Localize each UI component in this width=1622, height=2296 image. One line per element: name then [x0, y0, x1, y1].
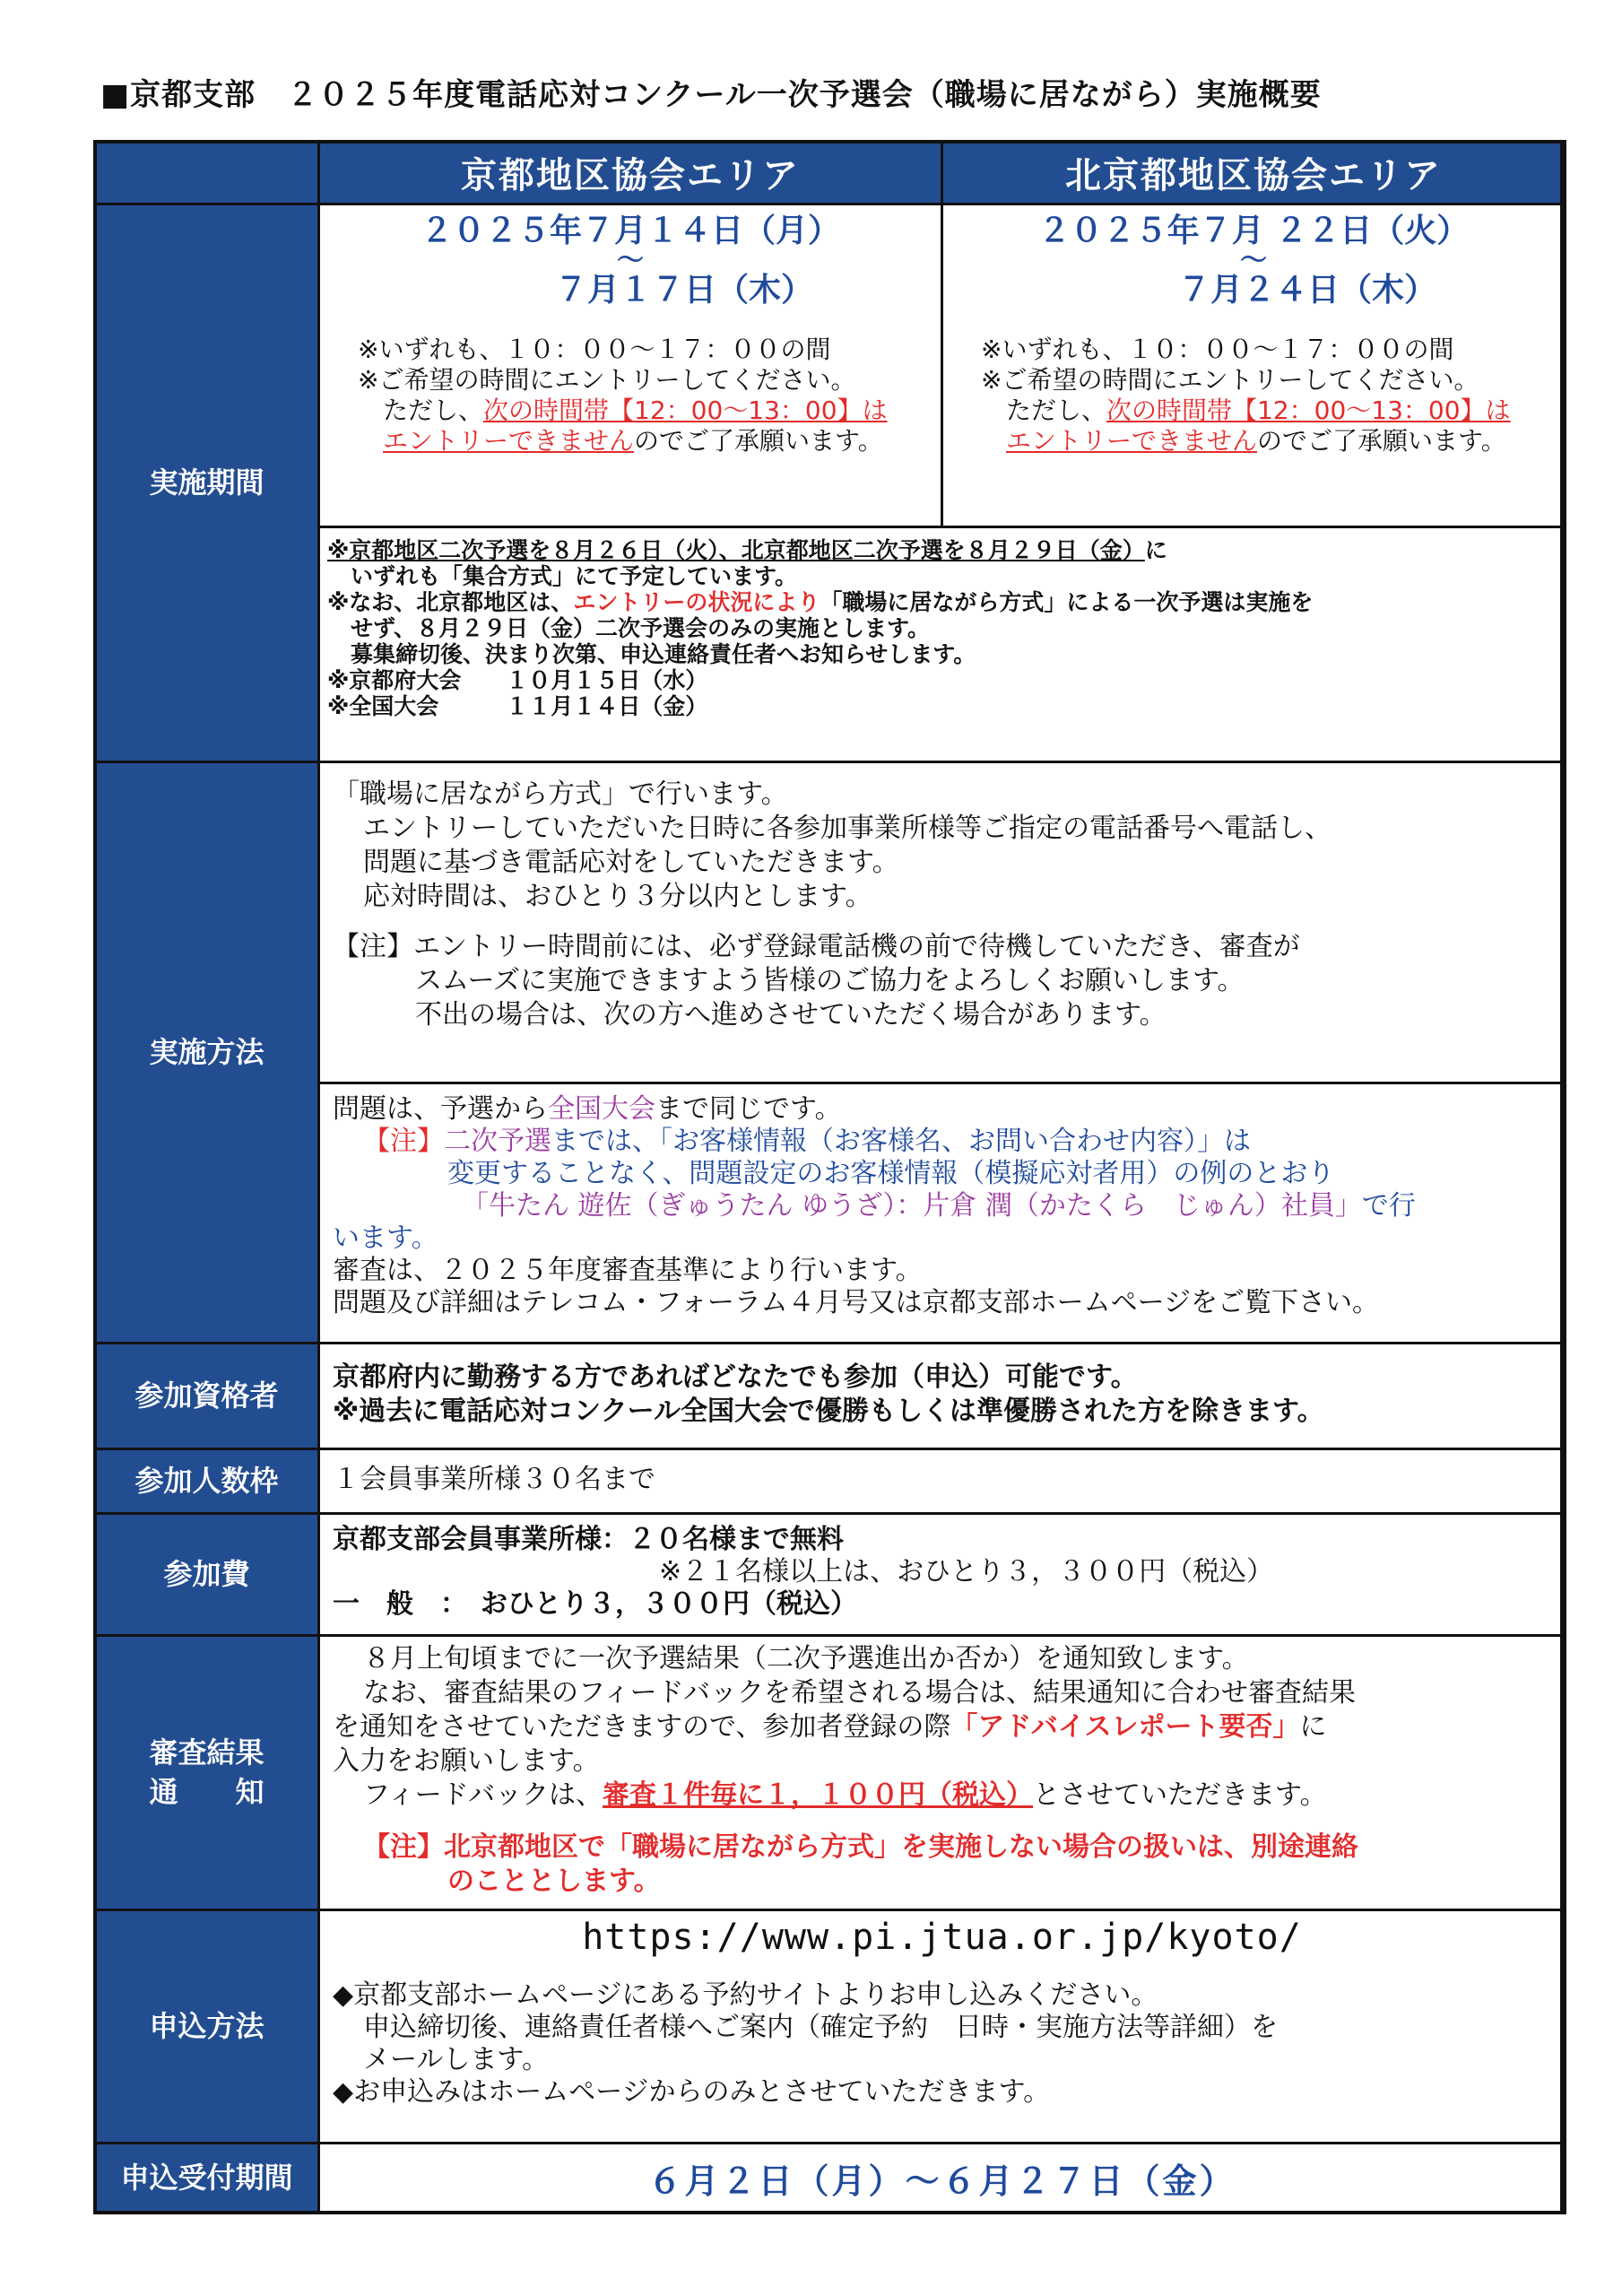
method2-line-4: 「牛たん 遊佐（ぎゅうたん ゆうざ）：片倉 潤（かたくら じゅん）社員」で行 — [462, 1190, 1416, 1222]
label-apply: 申込方法 — [95, 1910, 319, 2144]
label-result: 審査結果 通 知 — [95, 1636, 319, 1910]
schedule-line-1: ※京都地区二次予選を８月２６日（火）、北京都地区二次予選を８月２９日（金）に — [327, 537, 1167, 563]
label-fee: 参加費 — [95, 1514, 319, 1636]
method-note-3: 不出の場合は、次の方へ進めさせていただく場合があります。 — [415, 999, 1167, 1031]
accept-period-value: ６月２日（月）～６月２７日（金） — [319, 2144, 1566, 2213]
method-line-2: エントリーしていただいた日時に各参加事業所様等ご指定の電話番号へ電話し、 — [363, 813, 1331, 844]
kitakyoto-note-1: ※いずれも、１０：００～１７：００の間 — [981, 335, 1454, 364]
result-line-1: ８月上旬頃までに一次予選結果（二次予選進出か否か）を通知致します。 — [363, 1643, 1249, 1674]
header-kyoto-area: 京都地区協会エリア — [319, 142, 942, 204]
kyoto-excluded-time: 次の時間帯【12：00～13：00】は — [483, 396, 888, 425]
kyoto-note-3: ただし、次の時間帯【12：00～13：00】は — [383, 396, 888, 425]
apply-url-link[interactable]: https://www.pi.jtua.or.jp/kyoto/ — [582, 1917, 1302, 1958]
method-note-2: スムーズに実施できますよう皆様のご協力をよろしくお願いします。 — [415, 965, 1245, 996]
kyoto-date-start: ２０２５年７月１４日（月） — [420, 213, 840, 249]
kitakyoto-note-2: ※ご希望の時間にエントリーしてください。 — [981, 365, 1479, 395]
kitakyoto-note-4: エントリーできませんのでご了承願います。 — [1006, 426, 1506, 456]
result-note-1: 【注】北京都地区で「職場に居ながら方式」を実施しない場合の扱いは、別途連絡 — [363, 1831, 1358, 1863]
method2-line-5: います。 — [333, 1222, 438, 1254]
label-method: 実施方法 — [95, 762, 319, 1344]
apply-line-2: 申込締切後、連絡責任者様へご案内（確定予約 日時・実施方法等詳細）を — [363, 2012, 1278, 2043]
method-note-1: 【注】エントリー時間前には、必ず登録電話機の前で待機していただき、審査が — [333, 931, 1300, 962]
header-kitakyoto-area: 北京都地区協会エリア — [942, 142, 1566, 204]
method-line-1: 「職場に居ながら方式」で行います。 — [333, 778, 788, 810]
schedule-line-7: ※全国大会 １１月１４日（金） — [327, 693, 708, 719]
outer-frame — [93, 140, 1564, 2214]
result-line-5: フィードバックは、審査１件毎に１，１００円（税込）とさせていただきます。 — [363, 1779, 1327, 1811]
label-period: 実施期間 — [95, 204, 319, 762]
kyoto-date-tilde: ～ — [617, 245, 644, 276]
schedule-line-6: ※京都府大会 １０月１５日（水） — [327, 667, 708, 693]
schedule-line-3: ※なお、北京都地区は、エントリーの状況により「職場に居ながら方式」による一次予選は実施を — [327, 589, 1314, 615]
kyoto-note-2: ※ご希望の時間にエントリーしてください。 — [358, 365, 856, 395]
kitakyoto-excluded-time: 次の時間帯【12：00～13：00】は — [1106, 396, 1511, 425]
kyoto-note-1: ※いずれも、１０：００～１７：００の間 — [358, 335, 831, 364]
label-capacity: 参加人数枠 — [95, 1449, 319, 1514]
fee-line-2: ※２１名様以上は、おひとり３，３００円（税込） — [659, 1556, 1274, 1587]
label-eligibility: 参加資格者 — [95, 1344, 319, 1449]
method2-line-6: 審査は、２０２５年度審査基準により行います。 — [333, 1255, 923, 1286]
eligibility-line-2: ※過去に電話応対コンクール全国大会で優勝もしくは準優勝された方を除きます。 — [333, 1396, 1324, 1427]
method-line-3: 問題に基づき電話応対をしていただきます。 — [363, 847, 899, 878]
method-line-4: 応対時間は、おひとり３分以内とします。 — [363, 881, 872, 912]
fee-line-3: 一 般 ： おひとり３，３００円（税込） — [333, 1588, 857, 1620]
kyoto-date-end: ７月１７日（木） — [554, 272, 813, 309]
apply-line-3: メールします。 — [363, 2044, 549, 2075]
kitakyoto-no-entry: エントリーできません — [1006, 426, 1258, 456]
capacity-text: １会員事業所様３０名まで — [333, 1463, 655, 1495]
apply-line-1: ◆京都支部ホームページにある予約サイトよりお申し込みください。 — [333, 1979, 1158, 2011]
kyoto-no-entry: エントリーできません — [383, 426, 635, 456]
kyoto-note-4: エントリーできませんのでご了承願います。 — [383, 426, 883, 456]
kitakyoto-note-3: ただし、次の時間帯【12：00～13：00】は — [1006, 396, 1511, 425]
document-title: ■京都支部 ２０２５年度電話応対コンクール一次予選会（職場に居ながら）実施概要 — [100, 77, 1322, 113]
method2-line-3: 変更することなく、問題設定のお客様情報（模擬応対者用）の例のとおり — [447, 1158, 1335, 1189]
method2-line-7: 問題及び詳細はテレコム・フォーラム４月号又は京都支部ホームページをご覧下さい。 — [333, 1287, 1379, 1318]
result-line-2: なお、審査結果のフィードバックを希望される場合は、結果通知に合わせ審査結果 — [363, 1677, 1356, 1709]
result-note-2: のこととします。 — [447, 1866, 661, 1897]
schedule-line-5: 募集締切後、決まり次第、申込連絡責任者へお知らせします。 — [351, 641, 976, 667]
result-line-4: 入力をお願いします。 — [333, 1745, 600, 1777]
fee-line-1: 京都支部会員事業所様：２０名様まで無料 — [333, 1524, 844, 1555]
schedule-line-2: いずれも「集合方式」にて予定しています。 — [351, 563, 798, 589]
label-accept-period: 申込受付期間 — [95, 2144, 319, 2213]
kitakyoto-date-end: ７月２４日（木） — [1177, 272, 1436, 309]
eligibility-line-1: 京都府内に勤務する方であればどなたでも参加（申込）可能です。 — [333, 1361, 1138, 1393]
kitakyoto-date-tilde: ～ — [1240, 245, 1267, 276]
method2-line-1: 問題は、予選から全国大会まで同じです。 — [333, 1093, 842, 1125]
schedule-line-4: せず、８月２９日（金）二次予選会のみの実施とします。 — [351, 615, 931, 641]
result-line-3: を通知をさせていただきますので、参加者登録の際「アドバイスレポート要否」に — [333, 1711, 1327, 1743]
method2-line-2: 【注】二次予選までは、「お客様情報（お客様名、お問い合わせ内容）」は — [363, 1126, 1251, 1157]
kitakyoto-date-start: ２０２５年７月 ２２日（火） — [1037, 213, 1470, 249]
apply-line-4: ◆お申込みはホームページからのみとさせていただきます。 — [333, 2076, 1051, 2108]
